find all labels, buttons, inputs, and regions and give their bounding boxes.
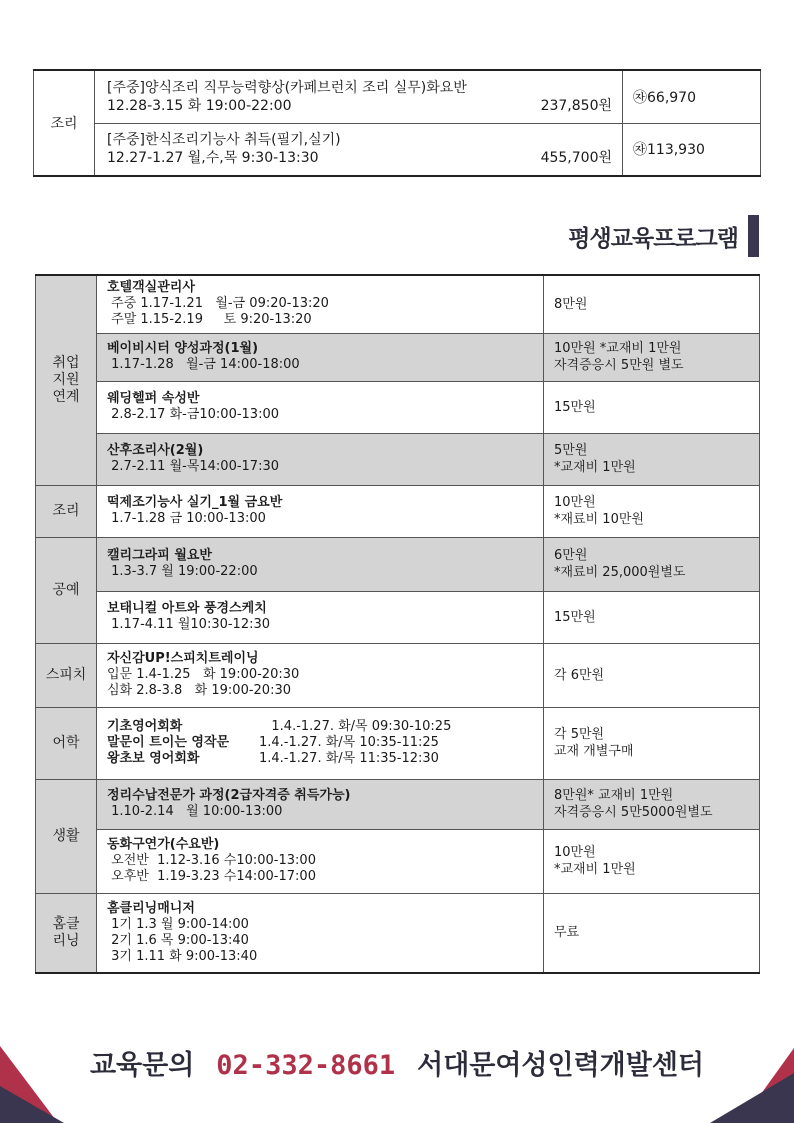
course-price: 237,850원	[540, 97, 612, 114]
course-schedule: 1.4.-1.27. 화/목 11:35-12:30	[259, 751, 439, 766]
price-cell	[544, 829, 760, 893]
price-line: *재료비 25,000원별도	[554, 565, 686, 580]
price-line: 8만원* 교재비 1만원	[554, 788, 674, 803]
price-line: *교재비 1만원	[554, 460, 636, 475]
category-label: 스피치	[45, 666, 87, 683]
course-title: 보태니컬 아트와 풍경스케치	[107, 601, 267, 616]
category-label: 취업	[52, 354, 80, 371]
price-line: 각 6만원	[554, 667, 605, 683]
table-row	[36, 485, 760, 537]
price-line: 무료	[554, 925, 580, 941]
category-cell	[36, 537, 97, 643]
course-schedule: 2.7-2.11 월-목14:00-17:30	[107, 459, 280, 474]
price-cell	[544, 275, 760, 333]
course-title: 왕초보 영어회화	[107, 751, 200, 766]
category-cell	[36, 893, 97, 973]
table-row	[36, 779, 760, 829]
category-label: 조리	[52, 502, 80, 519]
course-cell	[97, 643, 544, 707]
price-cell	[544, 643, 760, 707]
course-schedule: 1.17-4.11 월10:30-12:30	[107, 617, 271, 632]
course-schedule: 오전반 1.12-3.16 수10:00-13:00	[107, 853, 316, 868]
course-title: 자신감UP!스피치트레이닝	[107, 651, 259, 666]
course-title: 말문이 트이는 영작문	[107, 735, 230, 750]
price-line: 자격증응시 5만5000원별도	[554, 805, 713, 820]
self-pay-cell: ㉶66,970	[623, 70, 761, 123]
price-line: 5만원	[554, 443, 588, 458]
price-line: 15만원	[554, 399, 596, 415]
course-cell	[97, 591, 544, 643]
course-schedule: 12.27-1.27 월,수,목 9:30-13:30	[107, 150, 319, 167]
price-line: 15만원	[554, 609, 596, 625]
table-row	[36, 275, 760, 333]
category-label: 리닝	[52, 932, 80, 949]
table-row	[36, 893, 760, 973]
course-title: 캘리그라피 월요반	[107, 548, 212, 563]
price-cell	[544, 433, 760, 485]
course-cell	[97, 485, 544, 537]
category-label: 지원	[52, 371, 80, 388]
section-title: 평생교육프로그램	[568, 225, 738, 252]
heading-accent-bar	[748, 215, 759, 257]
price-line: *교재비 1만원	[554, 862, 636, 877]
price-cell	[544, 537, 760, 591]
category-cell	[36, 485, 97, 537]
course-schedule: 1.4.-1.27. 화/목 10:35-11:25	[259, 735, 439, 750]
course-price: 455,700원	[540, 150, 612, 167]
category-cell	[36, 643, 97, 707]
course-title: [주중]한식조리기능사 취득(필기,실기)	[107, 132, 341, 149]
course-schedule: 1.7-1.28 금 10:00-13:00	[107, 511, 266, 526]
course-schedule: 3기 1.11 화 9:00-13:40	[107, 948, 258, 964]
price-cell	[544, 333, 760, 381]
program-table	[35, 274, 760, 974]
category-label: 연계	[52, 388, 80, 405]
price-cell	[544, 779, 760, 829]
course-schedule: 오후반 1.19-3.23 수14:00-17:00	[107, 869, 316, 884]
top-course-table	[33, 69, 761, 177]
price-cell	[544, 381, 760, 433]
footer-org: 서대문여성인력개발센터	[417, 1050, 705, 1081]
course-cell	[97, 537, 544, 591]
course-cell	[97, 433, 544, 485]
course-title: 베이비시터 양성과정(1월)	[107, 341, 259, 356]
course-cell	[97, 893, 544, 973]
course-cell	[97, 275, 544, 333]
self-pay-cell: ㉶113,930	[623, 123, 761, 176]
price-line: 교재 개별구매	[554, 744, 634, 759]
list-item	[107, 719, 537, 735]
course-schedule: 입문 1.4-1.25 화 19:00-20:30	[107, 667, 300, 682]
course-cell	[95, 123, 623, 176]
price-cell	[544, 893, 760, 973]
category-cell: 조리	[34, 70, 95, 176]
price-line: 6만원	[554, 548, 588, 563]
course-cell	[97, 333, 544, 381]
category-cell	[36, 779, 97, 893]
course-schedule: 1.4.-1.27. 화/목 09:30-10:25	[259, 719, 452, 734]
category-cell	[36, 707, 97, 779]
course-schedule: 12.28-3.15 화 19:00-22:00	[107, 97, 292, 114]
list-item	[107, 751, 537, 767]
price-cell	[544, 707, 760, 779]
course-title: 정리수납전문가 과정(2급자격증 취득가능)	[107, 788, 351, 803]
price-line: 8만원	[554, 296, 588, 312]
price-line: 각 5만원	[554, 727, 605, 742]
table-row	[36, 643, 760, 707]
table-row	[36, 591, 760, 643]
course-cell	[97, 707, 544, 779]
table-row	[36, 537, 760, 591]
course-schedule: 주말 1.15-2.19 토 9:20-13:20	[107, 312, 312, 328]
course-title: 홈클리닝매니저	[107, 900, 195, 916]
category-cell	[36, 275, 97, 485]
price-cell	[544, 591, 760, 643]
category-label: 생활	[52, 827, 80, 844]
table-row	[36, 707, 760, 779]
table-row	[34, 123, 761, 176]
course-title: 호텔객실관리사	[107, 280, 195, 296]
course-title: 산후조리사(2월)	[107, 443, 204, 458]
course-cell	[95, 70, 623, 123]
course-title: [주중]양식조리 직무능력향상(카페브런치 조리 실무)화요반	[107, 79, 467, 96]
price-line: 자격증응시 5만원 별도	[554, 358, 684, 373]
category-label: 어학	[52, 734, 80, 751]
category-label: 공예	[52, 581, 80, 598]
table-row	[34, 70, 761, 123]
course-schedule: 주중 1.17-1.21 월-금 09:20-13:20	[107, 296, 329, 312]
course-title: 떡제조기능사 실기_1월 금요반	[107, 495, 283, 510]
price-line: 10만원	[554, 495, 596, 510]
price-line: 10만원 *교재비 1만원	[554, 341, 682, 356]
course-cell	[97, 381, 544, 433]
table-row	[36, 433, 760, 485]
course-schedule: 2기 1.6 목 9:00-13:40	[107, 932, 249, 948]
course-schedule: 심화 2.8-3.8 화 19:00-20:30	[107, 683, 291, 698]
course-schedule: 1.17-1.28 월-금 14:00-18:00	[107, 357, 300, 372]
course-title: 기초영어회화	[107, 719, 183, 734]
table-row	[36, 381, 760, 433]
footer-contact	[0, 1043, 794, 1082]
price-line: *재료비 10만원	[554, 512, 644, 527]
course-schedule: 2.8-2.17 화-금10:00-13:00	[107, 407, 280, 422]
course-schedule: 1.3-3.7 월 19:00-22:00	[107, 564, 258, 579]
course-title: 웨딩헬퍼 속성반	[107, 391, 200, 406]
price-cell	[544, 485, 760, 537]
course-cell	[97, 779, 544, 829]
course-schedule: 1.10-2.14 월 10:00-13:00	[107, 804, 283, 819]
table-row	[36, 333, 760, 381]
course-cell	[97, 829, 544, 893]
category-label: 홈클	[52, 915, 80, 932]
course-title: 동화구연가(수요반)	[107, 837, 220, 852]
footer-label: 교육문의	[89, 1050, 195, 1081]
section-heading	[568, 215, 759, 257]
footer-phone[interactable]: 02-332-8661	[216, 1050, 396, 1081]
price-line: 10만원	[554, 845, 596, 860]
list-item	[107, 735, 537, 751]
course-schedule: 1기 1.3 월 9:00-14:00	[107, 916, 249, 932]
table-row	[36, 829, 760, 893]
